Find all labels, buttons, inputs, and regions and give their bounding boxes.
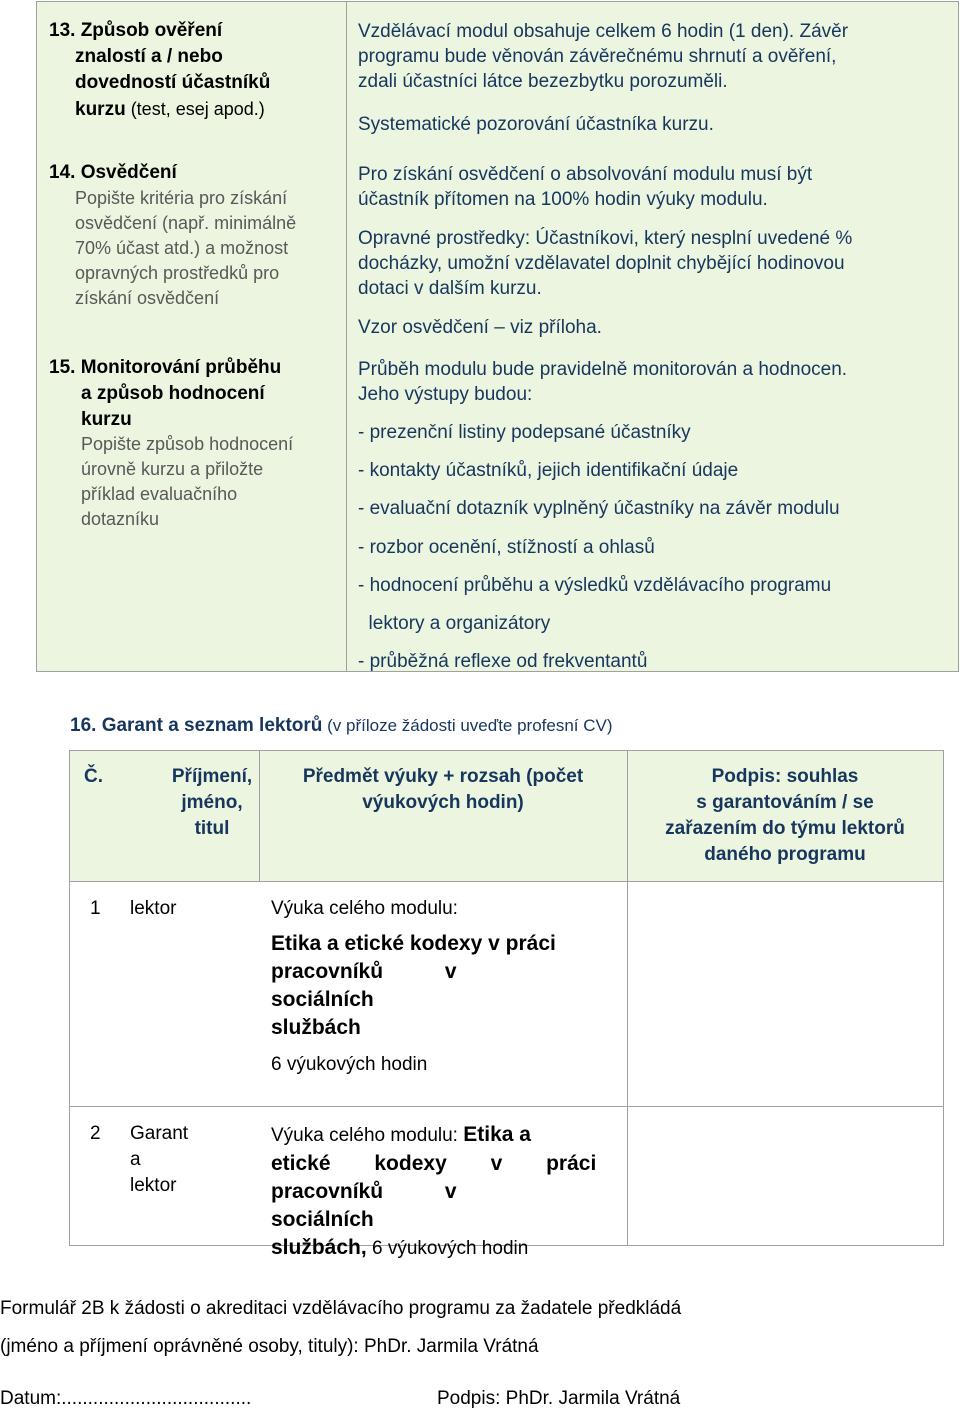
col-header-signature: Podpis: souhlas s garantováním / se zařazením do týmu lektorů daného programu (665, 766, 905, 865)
section-15-heading: 15. Monitorování průběhu a způsob hodnocení kurzu (49, 357, 282, 430)
section-14-heading (49, 160, 339, 186)
section-13-method: Systematické pozorování účastníka kurzu. (358, 114, 714, 135)
row-2-number: 2 (90, 1123, 101, 1144)
footer-statement: Formulář 2B k žádosti o akreditaci vzdělávacího programu za žadatele předkládá (0, 1298, 682, 1319)
section-16-heading: 16. Garant a seznam lektorů (v příloze žádosti uveďte profesní CV) (70, 715, 613, 736)
section-14-remedies: Opravné prostředky: Účastníkovi, který nesplní uvedené % docházky, umožní vzdělavatel doplnit chybějící hodinovou dotaci v dalším kurzu. (358, 228, 853, 299)
criteria-labels-column (37, 2, 347, 671)
footer-date: Datum:.................................... (0, 1388, 252, 1409)
criteria-values-column (347, 2, 958, 671)
section-13-title-line: znalostí a / nebo (75, 46, 223, 67)
section-14-title: 14. Osvědčení (49, 162, 177, 183)
row-1-name: lektor (130, 898, 177, 919)
table-divider (259, 751, 260, 881)
section-15-list-item: - evaluační dotazník vyplněný účastníky na závěr modulu (358, 498, 840, 519)
row-2-subject: Výuka celého modulu: Etika a etické kodexy v práci pracovníků v sociálních službách, 6 výukových hodin (271, 1123, 597, 1259)
section-15-description: Popište způsob hodnocení úrovně kurzu a přiložte příklad evaluačního dotazníku (81, 434, 294, 529)
section-15-list-item: - hodnocení průběhu a výsledků vzdělávacího programu (358, 575, 832, 596)
section-14-description: Popište kritéria pro získání osvědčení (např. minimálně 70% účast atd.) a možnost opravných prostředků pro získání osvědčení (75, 188, 297, 308)
row-2-name: Garant a lektor (130, 1123, 189, 1196)
footer-authorized-person: (jméno a příjmení oprávněné osoby, tituly): PhDr. Jarmila Vrátná (0, 1336, 539, 1357)
row-1-number: 1 (90, 898, 101, 919)
col-header-number: Č. (84, 766, 103, 787)
section-13-text: Vzdělávací modul obsahuje celkem 6 hodin (1 den). Závěr programu bude věnován závěrečnému shrnutí a ověření, zdali účastníci látce bezezbytku porozuměli. (358, 21, 849, 92)
col-header-subject: Předmět výuky + rozsah (počet výukových hodin) (302, 766, 584, 813)
criteria-table (36, 1, 959, 672)
lecturers-table (69, 750, 944, 1259)
col-header-name: Příjmení, jméno, titul (171, 766, 253, 839)
section-15-intro: Průběh modulu bude pravidelně monitorován a hodnocen. Jeho výstupy budou: (358, 359, 848, 405)
section-15-list-item: - rozbor ocenění, stížností a ohlasů (358, 537, 655, 558)
section-14-certificate-template: Vzor osvědčení – viz příloha. (358, 317, 602, 338)
footer-signature: Podpis: PhDr. Jarmila Vrátná (437, 1388, 681, 1409)
section-14-requirement: Pro získání osvědčení o absolvování modulu musí být účastník přítomen na 100% hodin výuky modulu. (358, 164, 813, 210)
row-1-subject: Výuka celého modulu: Etika a etické kodexy v práci pracovníků v sociálních službách 6 výukových hodin (271, 898, 556, 1075)
section-13-title-line: dovedností účastníků (75, 72, 271, 93)
section-15-list-item: - průběžná reflexe od frekventantů (358, 651, 648, 672)
section-13-title-line: 13. Způsob ověření (49, 20, 223, 41)
table-divider (70, 881, 943, 882)
section-15-list-item: - kontakty účastníků, jejich identifikační údaje (358, 460, 739, 481)
section-15-list-item: - prezenční listiny podepsané účastníky (358, 422, 691, 443)
section-13-heading (49, 18, 339, 123)
section-15-list-item: lektory a organizátory (358, 613, 551, 634)
table-divider (70, 1106, 943, 1107)
section-13-title-line: kurzu (test, esej apod.) (75, 99, 265, 120)
table-divider (627, 751, 628, 1245)
